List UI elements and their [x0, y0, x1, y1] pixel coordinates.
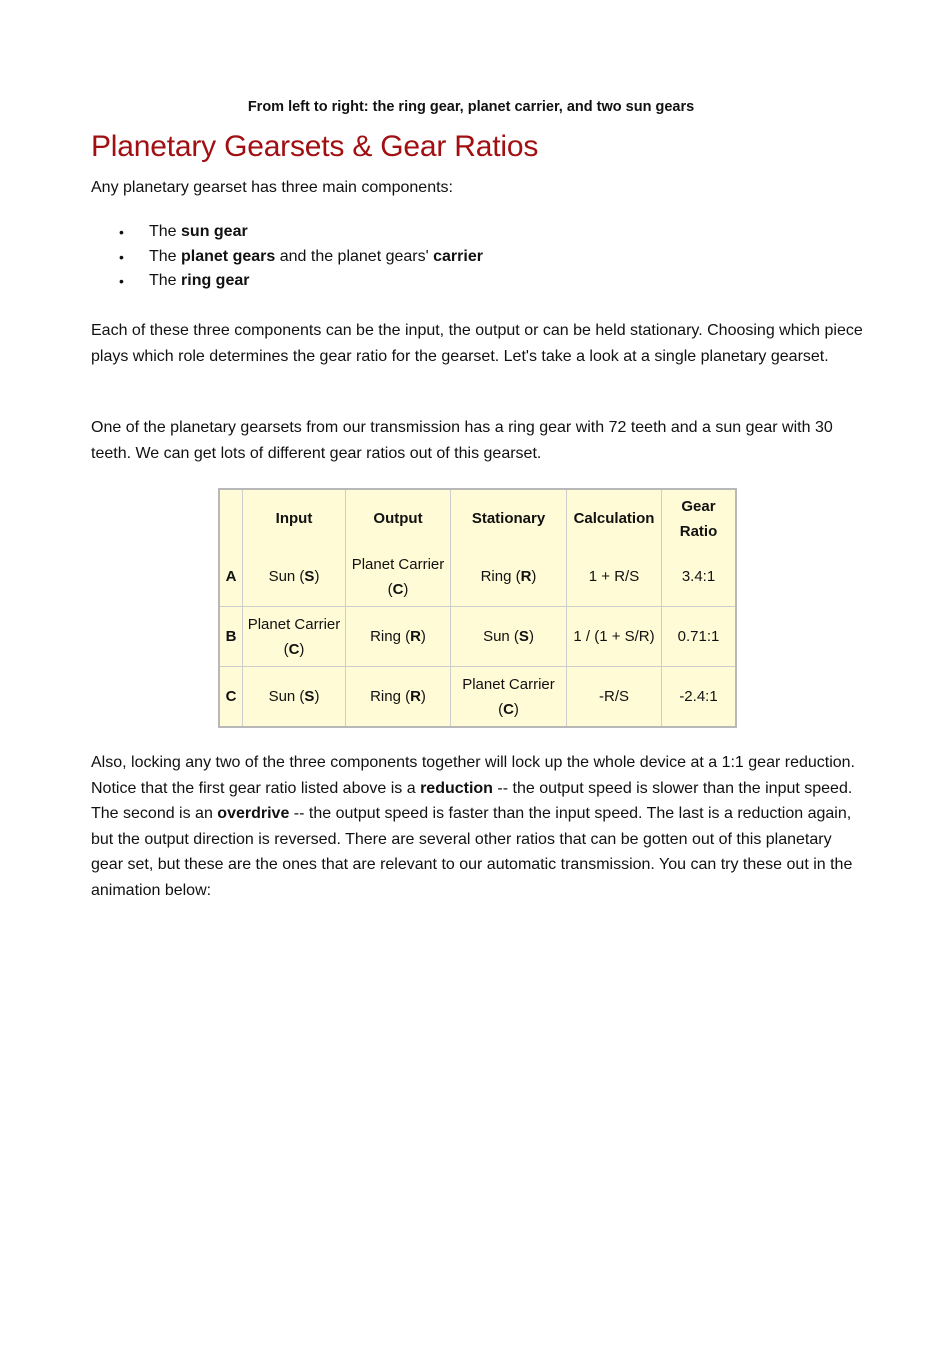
cell-gear-ratio: 3.4:1	[662, 547, 735, 607]
header-cell-stationary: Stationary	[451, 490, 567, 547]
list-item-prefix: The	[149, 223, 182, 240]
term-reduction: reduction	[420, 779, 493, 797]
table-row	[220, 547, 735, 607]
bullet-icon: •	[119, 224, 124, 240]
cell-stationary: Planet Carrier (C)	[451, 667, 567, 726]
cell-input: Sun (S)	[243, 667, 346, 726]
list-item-term: planet gears	[181, 247, 276, 265]
gear-ratio-table	[218, 488, 737, 728]
list-item-term: sun gear	[181, 223, 248, 240]
cell-calculation: -R/S	[567, 667, 662, 726]
table-header-row	[220, 490, 735, 547]
cell-output: Planet Carrier (C)	[346, 547, 451, 607]
list-item-prefix: The	[149, 272, 182, 289]
row-label: A	[220, 547, 243, 607]
cell-stationary: Ring (R)	[451, 547, 567, 607]
header-cell-output: Output	[346, 490, 451, 547]
row-label: C	[220, 667, 243, 726]
cell-calculation: 1 + R/S	[567, 547, 662, 607]
header-cell-gear-ratio: Gear Ratio	[662, 490, 735, 547]
cell-output: Ring (R)	[346, 607, 451, 667]
list-item-term: carrier	[433, 247, 483, 265]
term-overdrive: overdrive	[217, 805, 290, 822]
header-cell-input: Input	[243, 490, 346, 547]
bullet-icon: •	[119, 248, 124, 265]
header-cell-calculation: Calculation	[567, 490, 662, 547]
list-item-sun-gear	[91, 220, 483, 245]
list-item-middle: and the planet gears'	[275, 247, 434, 265]
table-row	[220, 607, 735, 667]
cell-stationary: Sun (S)	[451, 607, 567, 667]
locking-paragraph: Also, locking any two of the three components together will lock up the whole device at a 1:1 gear reduction. Notice that the first gear ratio listed above is a reduction -- the output speed is slower than the input speed. The second is an overdrive -- the output speed is faster than the input speed. The last is a reduction again, but the output direction is reversed. There are several other ratios that can be gotten out of this planetary gear set, but these are the ones that are relevant to our automatic transmission. You can try these out in the animation below:	[91, 754, 855, 899]
cell-input: Planet Carrier (C)	[243, 607, 346, 667]
image-caption: From left to right: the ring gear, planet carrier, and two sun gears	[247, 99, 695, 115]
intro-paragraph: Any planetary gearset has three main components:	[91, 179, 453, 196]
list-item-planet-gears	[91, 245, 483, 270]
list-item-prefix: The	[149, 247, 182, 265]
cell-gear-ratio: -2.4:1	[662, 667, 735, 726]
table-row	[220, 667, 735, 726]
row-label: B	[220, 607, 243, 667]
gearset-teeth-paragraph: One of the planetary gearsets from our transmission has a ring gear with 72 teeth and a sun gear with 30 teeth. We can get lots of different gear ratios out of this gearset.	[91, 419, 833, 462]
cell-gear-ratio: 0.71:1	[662, 607, 735, 667]
components-list	[91, 220, 483, 294]
header-cell-blank	[220, 490, 243, 547]
cell-calculation: 1 / (1 + S/R)	[567, 607, 662, 667]
cell-output: Ring (R)	[346, 667, 451, 726]
list-item-term: ring gear	[181, 272, 250, 289]
list-item-ring-gear	[91, 269, 483, 294]
components-role-paragraph: Each of these three components can be the input, the output or can be held stationary. Choosing which piece plays which role determines the gear ratio for the gearset. Let's take a look at a single planetary gearset.	[91, 322, 863, 365]
cell-input: Sun (S)	[243, 547, 346, 607]
section-title: Planetary Gearsets & Gear Ratios	[91, 130, 539, 163]
bullet-icon: •	[119, 273, 124, 289]
